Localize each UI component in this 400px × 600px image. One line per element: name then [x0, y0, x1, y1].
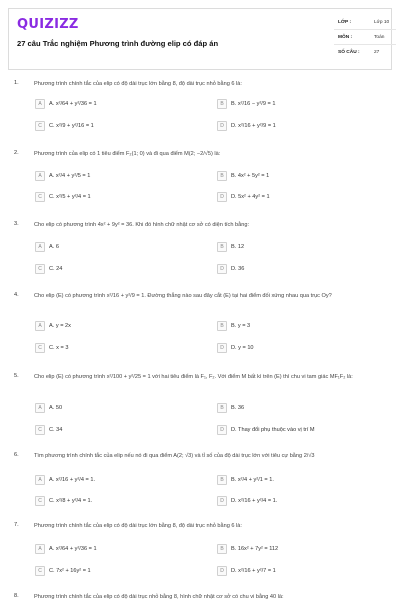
option-letter-b: B: [217, 403, 227, 413]
option-a[interactable]: [35, 321, 205, 332]
option-d[interactable]: [217, 192, 387, 203]
question-text: Phương trình chính tắc của elip có độ dài trục nhỏ bằng 8, hình chữ nhật cơ sở có chu vi bằng 40 là:: [34, 594, 284, 600]
option-letter-d: D: [217, 566, 227, 576]
option-text: B. 16x² + 7y² = 112: [231, 546, 279, 552]
document-header: [8, 8, 392, 70]
option-b[interactable]: [217, 544, 387, 555]
option-text: D. y = 10: [231, 345, 254, 351]
question-text: Tìm phương trình chính tắc của elip nếu nó đi qua điểm A(2; √3) và tỉ số của độ dài trục lớn với tiêu cự bằng 2/√3: [34, 453, 315, 459]
option-c[interactable]: [35, 121, 205, 132]
quizizz-logo: QUIZIZZ: [17, 17, 79, 32]
option-c[interactable]: [35, 192, 205, 203]
option-letter-c: C: [35, 566, 45, 576]
option-letter-a: A: [35, 321, 45, 331]
option-d[interactable]: [217, 425, 387, 436]
option-letter-d: D: [217, 343, 227, 353]
option-text: D. 36: [231, 266, 245, 272]
option-c[interactable]: [35, 566, 205, 577]
option-text: C. x = 3: [49, 345, 69, 351]
option-letter-c: C: [35, 264, 45, 274]
meta-label: MÔN :: [338, 35, 353, 40]
option-letter-b: B: [217, 171, 227, 181]
option-a[interactable]: [35, 544, 205, 555]
meta-row-count: [334, 45, 396, 60]
question-number: 4.: [14, 292, 19, 298]
option-letter-b: B: [217, 321, 227, 331]
option-letter-b: B: [217, 475, 227, 485]
option-d[interactable]: [217, 343, 387, 354]
option-text: B. y = 3: [231, 323, 251, 329]
meta-row-grade: [334, 15, 396, 30]
option-a[interactable]: [35, 242, 205, 253]
option-letter-c: C: [35, 425, 45, 435]
document-title: 27 câu Trắc nghiệm Phương trình đường elip có đáp án: [17, 39, 219, 48]
option-letter-a: A: [35, 403, 45, 413]
option-letter-a: A: [35, 99, 45, 109]
option-text: C. 7x² + 16y² = 1: [49, 568, 91, 574]
meta-value: Toán: [374, 35, 385, 40]
option-d[interactable]: [217, 264, 387, 275]
option-text: A. y = 2x: [49, 323, 71, 329]
question-number: 8.: [14, 593, 19, 599]
question-text: Phương trình của elip có 1 tiêu điểm F₂(1; 0) và đi qua điểm M(2; −2/√5) là:: [34, 151, 221, 157]
question-text: Cho elip có phương trình 4x² + 9y² = 36. Khi đó hình chữ nhật cơ sở có diện tích bằng:: [34, 222, 250, 228]
question-text: Phương trình chính tắc của elip có độ dài trục lớn bằng 8, độ dài trục nhỏ bằng 6 là:: [34, 523, 242, 529]
option-text: B. x²/16 − y²/9 = 1: [231, 101, 276, 107]
option-b[interactable]: [217, 99, 387, 110]
option-text: D. x²/16 + y²/9 = 1: [231, 123, 276, 129]
meta-value: 27: [374, 50, 380, 55]
option-letter-c: C: [35, 496, 45, 506]
option-text: A. 50: [49, 405, 63, 411]
option-letter-a: A: [35, 242, 45, 252]
option-text: A. x²/64 + y²/36 = 1: [49, 101, 97, 107]
option-letter-c: C: [35, 343, 45, 353]
option-letter-d: D: [217, 496, 227, 506]
option-letter-d: D: [217, 425, 227, 435]
option-a[interactable]: [35, 171, 205, 182]
option-b[interactable]: [217, 403, 387, 414]
option-letter-b: B: [217, 99, 227, 109]
option-letter-d: D: [217, 264, 227, 274]
meta-row-subject: [334, 30, 396, 45]
option-b[interactable]: [217, 242, 387, 253]
question-number: 1.: [14, 80, 19, 86]
question-text: Cho elip (E) có phương trình x²/16 + y²/9 = 1. Đường thẳng nào sau đây cắt (E) tại hai điểm đối xứng nhau qua trục Oy?: [34, 293, 332, 299]
option-letter-a: A: [35, 171, 45, 181]
option-b[interactable]: [217, 171, 387, 182]
option-text: D. x²/16 + y²/4 = 1.: [231, 498, 278, 504]
option-b[interactable]: [217, 475, 387, 486]
option-text: C. x²/9 + y²/16 = 1: [49, 123, 94, 129]
option-text: B. 12: [231, 244, 245, 250]
option-text: A. x²/16 + y²/4 = 1.: [49, 477, 96, 483]
option-b[interactable]: [217, 321, 387, 332]
question-number: 5.: [14, 373, 19, 379]
question-number: 2.: [14, 150, 19, 156]
option-letter-c: C: [35, 192, 45, 202]
meta-value: Lớp 10: [374, 20, 390, 25]
question-number: 3.: [14, 221, 19, 227]
option-text: D. Thay đổi phụ thuộc vào vị trí M: [231, 427, 315, 433]
option-text: C. 24: [49, 266, 63, 272]
option-letter-a: A: [35, 475, 45, 485]
meta-label: SỐ CÂU :: [338, 50, 360, 55]
option-letter-d: D: [217, 121, 227, 131]
question-text: Cho elip (E) có phương trình x²/100 + y²/25 = 1 với hai tiêu điểm là F₁, F₂. Với điểm M bất kì trên (E) thì chu vi tam giác MF₁F₂ là:: [34, 374, 353, 380]
option-text: C. 34: [49, 427, 63, 433]
option-d[interactable]: [217, 566, 387, 577]
option-text: D. 5x² + 4y² = 1: [231, 194, 270, 200]
option-text: B. 4x² + 5y² = 1: [231, 173, 270, 179]
meta-table: [334, 15, 396, 60]
option-text: C. x²/5 + y²/4 = 1: [49, 194, 91, 200]
option-a[interactable]: [35, 475, 205, 486]
option-letter-b: B: [217, 544, 227, 554]
option-letter-c: C: [35, 121, 45, 131]
option-letter-d: D: [217, 192, 227, 202]
option-text: A. 6: [49, 244, 59, 250]
option-letter-b: B: [217, 242, 227, 252]
option-c[interactable]: [35, 264, 205, 275]
option-text: A. x²/4 + y²/5 = 1: [49, 173, 91, 179]
option-a[interactable]: [35, 403, 205, 414]
option-d[interactable]: [217, 121, 387, 132]
option-text: B. 36: [231, 405, 245, 411]
option-a[interactable]: [35, 99, 205, 110]
option-text: A. x²/64 + y²/36 = 1: [49, 546, 97, 552]
meta-label: LỚP :: [338, 20, 352, 25]
option-text: C. x²/8 + y²/4 = 1.: [49, 498, 93, 504]
question-number: 6.: [14, 452, 19, 458]
option-c[interactable]: [35, 425, 205, 436]
option-c[interactable]: [35, 496, 205, 507]
option-d[interactable]: [217, 496, 387, 507]
question-text: Phương trình chính tắc của elip có độ dài trục lớn bằng 8, độ dài trục nhỏ bằng 6 là:: [34, 81, 242, 87]
option-text: D. x²/16 + y²/7 = 1: [231, 568, 276, 574]
option-c[interactable]: [35, 343, 205, 354]
option-letter-a: A: [35, 544, 45, 554]
option-text: B. x²/4 + y²/1 = 1.: [231, 477, 274, 483]
question-number: 7.: [14, 522, 19, 528]
